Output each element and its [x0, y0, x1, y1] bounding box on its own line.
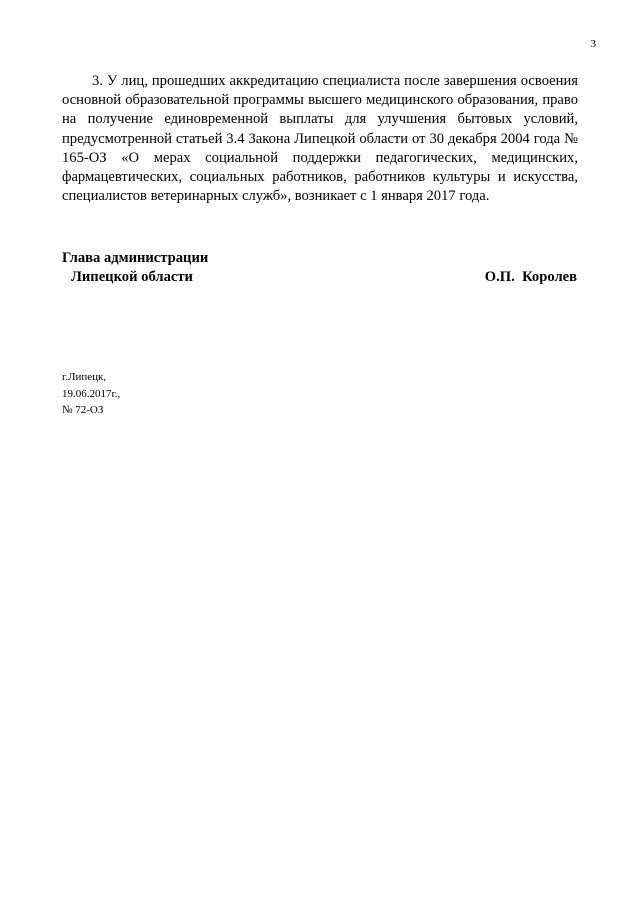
- document-footer: [62, 369, 120, 419]
- signatory-title-line2: Липецкой области: [71, 269, 193, 285]
- signature-row: [62, 268, 578, 287]
- footer-place: г.Липецк,: [62, 371, 107, 383]
- signatory-title-line1: Глава администрации: [62, 250, 209, 266]
- signatory-name: О.П. Королев: [484, 269, 577, 285]
- footer-law-number: № 72-ОЗ: [62, 404, 104, 416]
- law-paragraph-3: 3. У лиц, прошедших аккредитацию специалиста после завершения освоения основной образовательной программы высшего медицинского образования, право на получение единовременной выплаты для улучшения бытовых условий, предусмотренной статьей 3.4 Закона Липецкой области от 30 декабря 2004 года № 165-ОЗ «О мерах социальной поддержки педагогических, медицинских, фармацевтических, социальных работников, работников культуры и искусства, специалистов ветеринарных служб», возникает с 1 января 2017 года.: [62, 73, 578, 205]
- footer-date: 19.06.2017г.,: [62, 387, 121, 400]
- page-number: 3: [590, 38, 596, 50]
- signature-block: [62, 249, 578, 287]
